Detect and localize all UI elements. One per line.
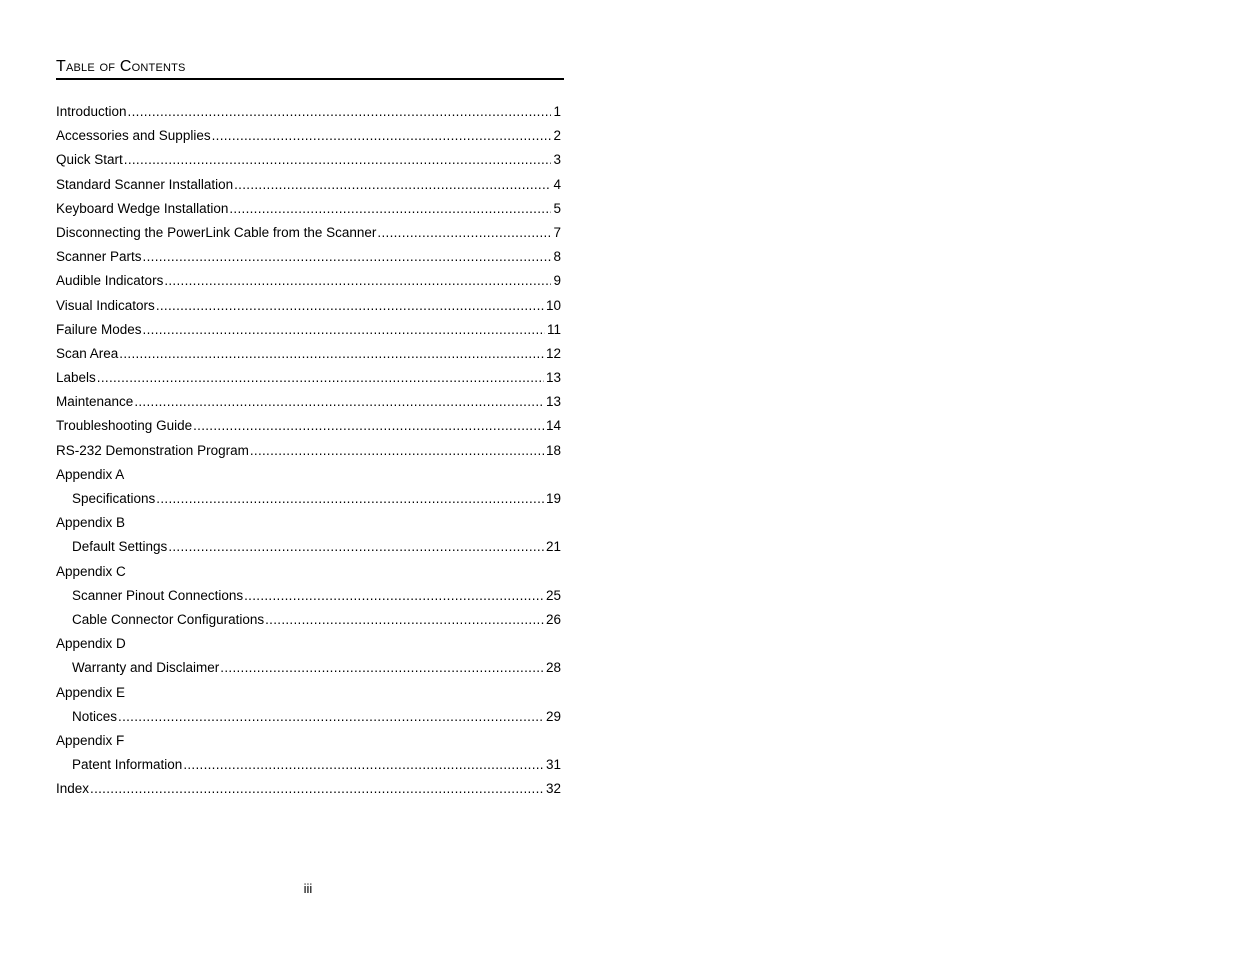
toc-entry[interactable] — [56, 197, 561, 221]
toc-entry[interactable] — [56, 656, 561, 680]
toc-section-heading — [56, 560, 561, 584]
toc-entry[interactable] — [56, 318, 561, 342]
toc-entry-page: 25 — [545, 587, 561, 603]
toc-entry-page: 9 — [553, 273, 561, 289]
toc-entry-label: Troubleshooting Guide — [56, 418, 193, 434]
toc-entry-label: Appendix B — [56, 515, 126, 531]
toc-entry-label: Appendix E — [56, 684, 126, 700]
toc-entry-label: Quick Start — [56, 152, 123, 168]
dot-leader — [250, 439, 544, 463]
dot-leader — [164, 269, 551, 293]
toc-entry-page: 28 — [545, 660, 561, 676]
dot-leader — [265, 608, 544, 632]
toc-entry-label: Maintenance — [56, 394, 134, 410]
dot-leader — [244, 584, 544, 608]
toc-entry-page: 8 — [553, 249, 561, 265]
dot-leader — [377, 221, 551, 245]
dot-leader — [143, 245, 552, 269]
toc-entry-page: 32 — [545, 781, 561, 797]
toc-entry-label: Index — [56, 781, 90, 797]
toc-entry-page: 4 — [553, 176, 561, 192]
toc-entry-page: 19 — [545, 491, 561, 506]
toc-entry[interactable] — [56, 148, 561, 172]
toc-entry-page: 31 — [545, 757, 561, 773]
toc-entry-label: Scan Area — [56, 345, 119, 361]
toc-entry-page: 2 — [553, 128, 561, 144]
toc-section-heading — [56, 511, 561, 535]
dot-leader — [119, 342, 544, 366]
toc-entry-label: Accessories and Supplies — [56, 128, 211, 144]
toc-entry-label: Labels — [56, 370, 96, 386]
toc-entry-page: 10 — [545, 297, 561, 313]
toc-entry-label: Standard Scanner Installation — [56, 176, 234, 192]
dot-leader — [156, 487, 544, 511]
toc-entry[interactable] — [56, 124, 561, 148]
dot-leader — [156, 294, 544, 318]
toc-entry[interactable] — [56, 173, 561, 197]
dot-leader — [118, 705, 544, 729]
toc-entry-page: 13 — [545, 370, 561, 386]
toc-entry-page: 7 — [553, 224, 561, 240]
toc-entry[interactable] — [56, 487, 561, 511]
toc-entry[interactable] — [56, 269, 561, 293]
toc-entry-page: 26 — [545, 611, 561, 627]
toc-entry[interactable] — [56, 390, 561, 414]
dot-leader — [183, 753, 544, 777]
dot-leader — [143, 318, 545, 342]
toc-entry-label: Failure Modes — [56, 321, 142, 337]
toc-entry[interactable] — [56, 535, 561, 559]
toc-entry[interactable] — [56, 245, 561, 269]
toc-entry[interactable] — [56, 414, 561, 438]
toc-entry-label: Appendix C — [56, 563, 126, 579]
toc-entry-label: Appendix A — [56, 466, 125, 482]
table-of-contents — [56, 100, 561, 801]
dot-leader — [234, 173, 551, 197]
toc-section-heading — [56, 729, 561, 753]
toc-section-heading — [56, 463, 561, 487]
toc-entry[interactable] — [56, 705, 561, 729]
toc-entry[interactable] — [56, 100, 561, 124]
dot-leader — [229, 197, 551, 221]
toc-entry-label: Specifications — [72, 491, 156, 506]
dot-leader — [97, 366, 544, 390]
dot-leader — [168, 535, 544, 559]
toc-entry-label: Disconnecting the PowerLink Cable from the Scanner — [56, 224, 377, 240]
toc-entry-label: Patent Information — [72, 757, 183, 773]
page-number: iii — [303, 881, 313, 896]
toc-entry-label: Keyboard Wedge Installation — [56, 200, 229, 216]
toc-entry[interactable] — [56, 753, 561, 777]
toc-entry-page: 1 — [553, 104, 561, 119]
toc-entry-label: Appendix F — [56, 732, 125, 748]
toc-entry-label: RS-232 Demonstration Program — [56, 442, 249, 458]
toc-entry-page: 13 — [545, 394, 561, 410]
toc-entry[interactable] — [56, 584, 561, 608]
toc-entry-label: Cable Connector Configurations — [72, 611, 265, 627]
toc-section-heading — [56, 632, 561, 656]
toc-entry[interactable] — [56, 439, 561, 463]
toc-entry-page: 12 — [545, 345, 561, 361]
dot-leader — [193, 414, 544, 438]
toc-entry[interactable] — [56, 294, 561, 318]
toc-entry-label: Appendix D — [56, 636, 126, 652]
toc-entry-page: 14 — [545, 418, 561, 434]
toc-entry[interactable] — [56, 777, 561, 801]
dot-leader — [128, 100, 552, 124]
toc-entry[interactable] — [56, 221, 561, 245]
toc-entry-page: 3 — [553, 152, 561, 168]
toc-entry-page: 29 — [545, 708, 561, 724]
toc-entry-label: Scanner Parts — [56, 249, 142, 265]
toc-entry-label: Audible Indicators — [56, 273, 164, 289]
toc-section-heading — [56, 681, 561, 705]
toc-entry-label: Default Settings — [72, 539, 168, 555]
toc-entry-label: Notices — [72, 708, 118, 724]
page-title: Table of Contents — [56, 56, 564, 80]
toc-entry-page: 21 — [545, 539, 561, 555]
toc-entry[interactable] — [56, 342, 561, 366]
toc-entry-label: Introduction — [56, 104, 127, 119]
dot-leader — [134, 390, 544, 414]
dot-leader — [124, 148, 552, 172]
toc-entry-page: 18 — [545, 442, 561, 458]
toc-entry-label: Visual Indicators — [56, 297, 155, 313]
toc-entry-page: 5 — [553, 200, 561, 216]
toc-entry-label: Scanner Pinout Connections — [72, 587, 244, 603]
toc-entry-label: Warranty and Disclaimer — [72, 660, 220, 676]
dot-leader — [220, 656, 544, 680]
dot-leader — [212, 124, 552, 148]
toc-entry[interactable] — [56, 366, 561, 390]
toc-entry[interactable] — [56, 608, 561, 632]
toc-entry-page: 11 — [546, 321, 561, 337]
dot-leader — [90, 777, 544, 801]
